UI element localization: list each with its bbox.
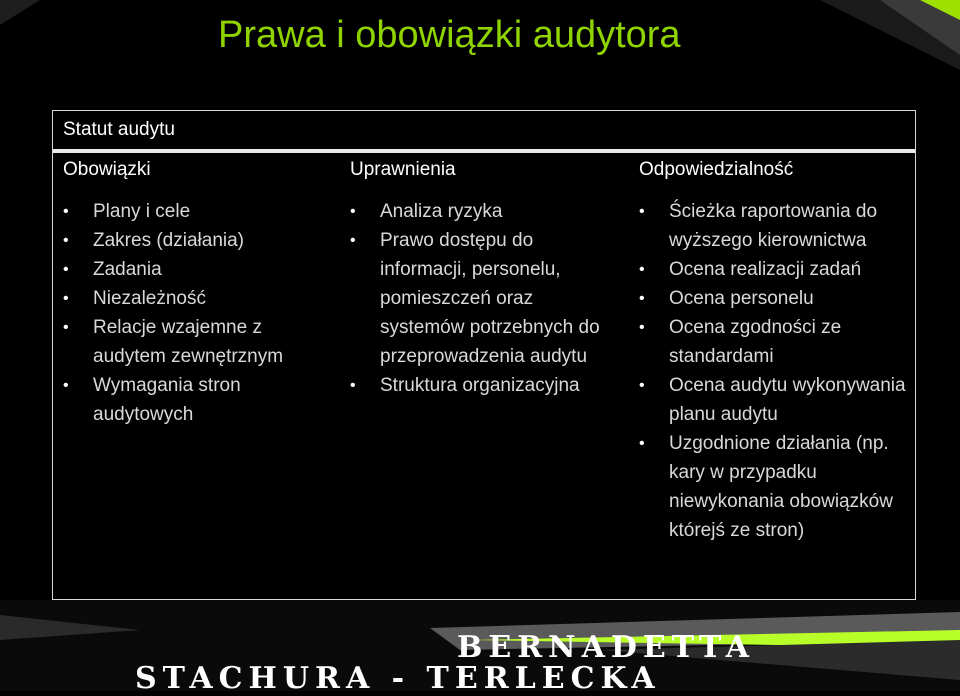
- list-item: • Wymagania stron audytowych: [63, 371, 325, 429]
- responsibility-list: [639, 197, 911, 545]
- bullet-icon: •: [350, 232, 356, 249]
- list-item: • Prawo dostępu do informacji, personelu, pomieszczeń oraz systemów potrzebnych do przeprowadzenia audytu: [350, 226, 616, 371]
- list-item: • Ocena realizacji zadań: [639, 255, 911, 284]
- list-item: • Uzgodnione działania (np. kary w przypadku niewykonania obowiązków którejś ze stron): [639, 429, 911, 545]
- list-item: • Relacje wzajemne z audytem zewnętrznym: [63, 313, 325, 371]
- author-first-name: BERNADETTA: [457, 630, 755, 665]
- bullet-icon: •: [63, 319, 69, 336]
- list-item: • Struktura organizacyjna: [350, 371, 616, 400]
- bullet-icon: •: [350, 203, 356, 220]
- bullet-icon: •: [63, 377, 69, 394]
- bullet-icon: •: [639, 290, 645, 307]
- bullet-icon: •: [639, 377, 645, 394]
- bullet-icon: •: [639, 261, 645, 278]
- list-item: • Plany i cele: [63, 197, 325, 226]
- statute-title: Statut audytu: [63, 119, 175, 140]
- bullet-icon: •: [350, 377, 356, 394]
- column-header-responsibility: Odpowiedzialność: [639, 159, 794, 180]
- bullet-icon: •: [63, 232, 69, 249]
- list-item: • Analiza ryzyka: [350, 197, 616, 226]
- list-item: • Ścieżka raportowania do wyższego kierownictwa: [639, 197, 911, 255]
- list-item: • Zakres (działania): [63, 226, 325, 255]
- author-surname: STACHURA - TERLECKA: [135, 661, 661, 696]
- bullet-icon: •: [63, 261, 69, 278]
- bullet-icon: •: [639, 319, 645, 336]
- column-header-obligations: Obowiązki: [63, 159, 151, 180]
- bullet-icon: •: [63, 290, 69, 307]
- list-item: • Ocena audytu wykonywania planu audytu: [639, 371, 911, 429]
- header-divider: [53, 149, 915, 153]
- list-item: • Niezależność: [63, 284, 325, 313]
- bullet-icon: •: [63, 203, 69, 220]
- list-item: • Ocena personelu: [639, 284, 911, 313]
- statute-panel: [52, 110, 916, 600]
- obligations-list: [63, 197, 325, 429]
- rights-list: [350, 197, 616, 400]
- list-item: • Ocena zgodności ze standardami: [639, 313, 911, 371]
- column-header-rights: Uprawnienia: [350, 159, 456, 180]
- slide-title: Prawa i obowiązki audytora: [218, 14, 681, 56]
- bullet-icon: •: [639, 203, 645, 220]
- list-item: • Zadania: [63, 255, 325, 284]
- bullet-icon: •: [639, 435, 645, 452]
